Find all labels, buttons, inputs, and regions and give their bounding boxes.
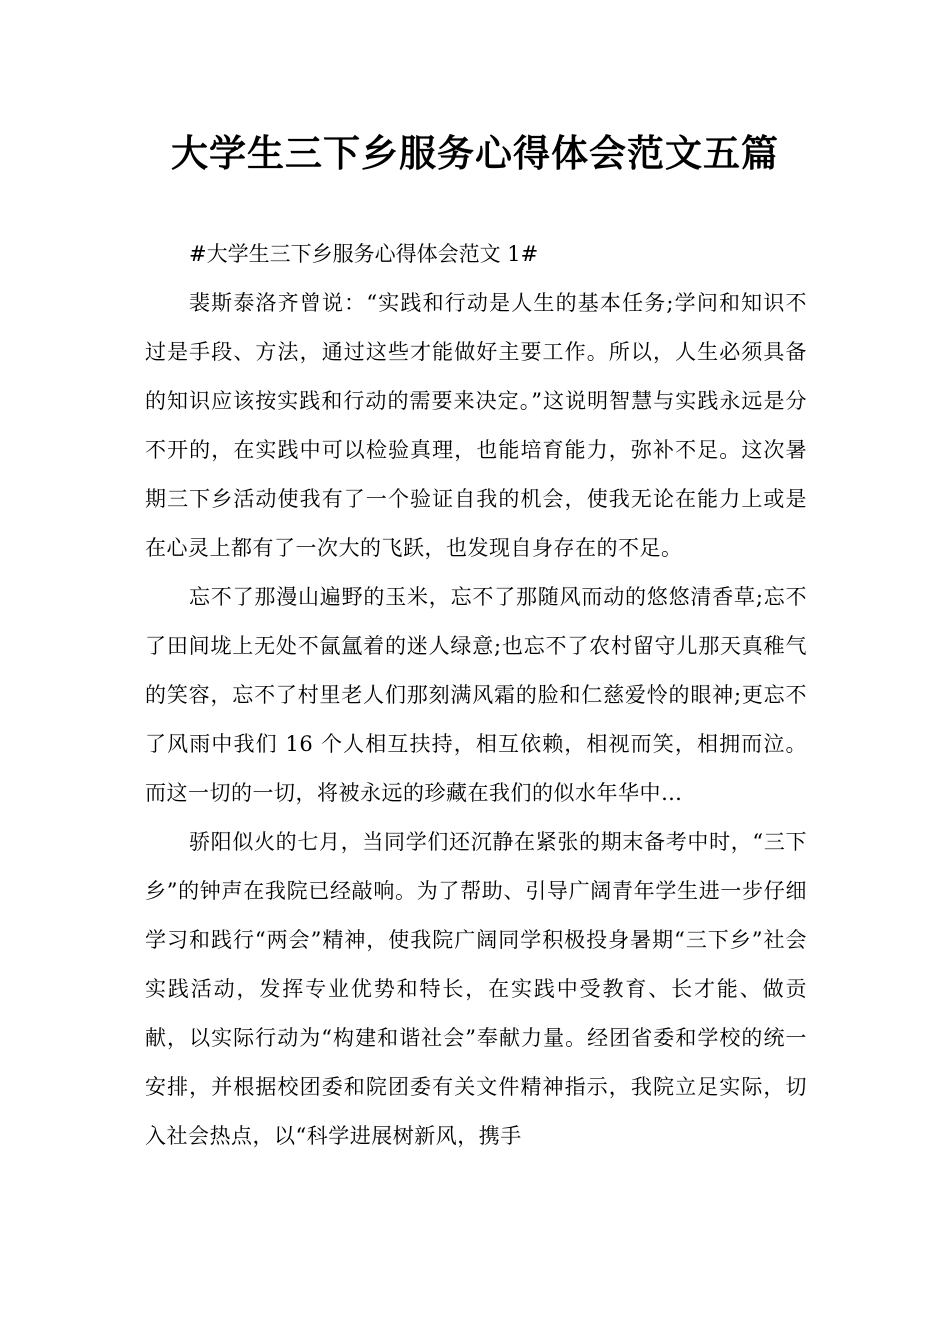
section-heading: #大学生三下乡服务心得体会范文 1# [189,242,539,266]
document-title: 大学生三下乡服务心得体会范文五篇 [171,132,779,175]
document-body [145,230,807,1161]
paragraph-2: 忘不了那漫山遍野的玉米，忘不了那随风而动的悠悠清香草;忘不了田间垅上无处不氤氲着的迷人绿意;也忘不了农村留守儿那天真稚气的笑容，忘不了村里老人们那刻满风霜的脸和仁慈爱怜的眼神;更忘不了风雨中我们 16 个人相互扶持，相互依赖，相视而笑，相拥而泣。而这一切的一切，将被永远的珍藏在我们的似水年华中… [145,585,807,805]
paragraph-1: 裴斯泰洛齐曾说：“实践和行动是人生的基本任务;学问和知识不过是手段、方法，通过这些才能做好主要工作。所以，人生必须具备的知识应该按实践和行动的需要来决定。”这说明智慧与实践永远是分不开的，在实践中可以检验真理，也能培育能力，弥补不足。这次暑期三下乡活动使我有了一个验证自我的机会，使我无论在能力上或是在心灵上都有了一次大的飞跃，也发现自身存在的不足。 [145,291,807,560]
paragraph-3: 骄阳似火的七月，当同学们还沉静在紧张的期末备考中时，“三下乡”的钟声在我院已经敲响。为了帮助、引导广阔青年学生进一步仔细学习和践行“两会”精神，使我院广阔同学积极投身暑期“三下乡”社会实践活动，发挥专业优势和特长，在实践中受教育、长才能、做贡献，以实际行动为“构建和谐社会”奉献力量。经团省委和学校的统一安排，并根据校团委和院团委有关文件精神指示，我院立足实际，切入社会热点，以“科学进展树新风，携手 [145,830,807,1148]
